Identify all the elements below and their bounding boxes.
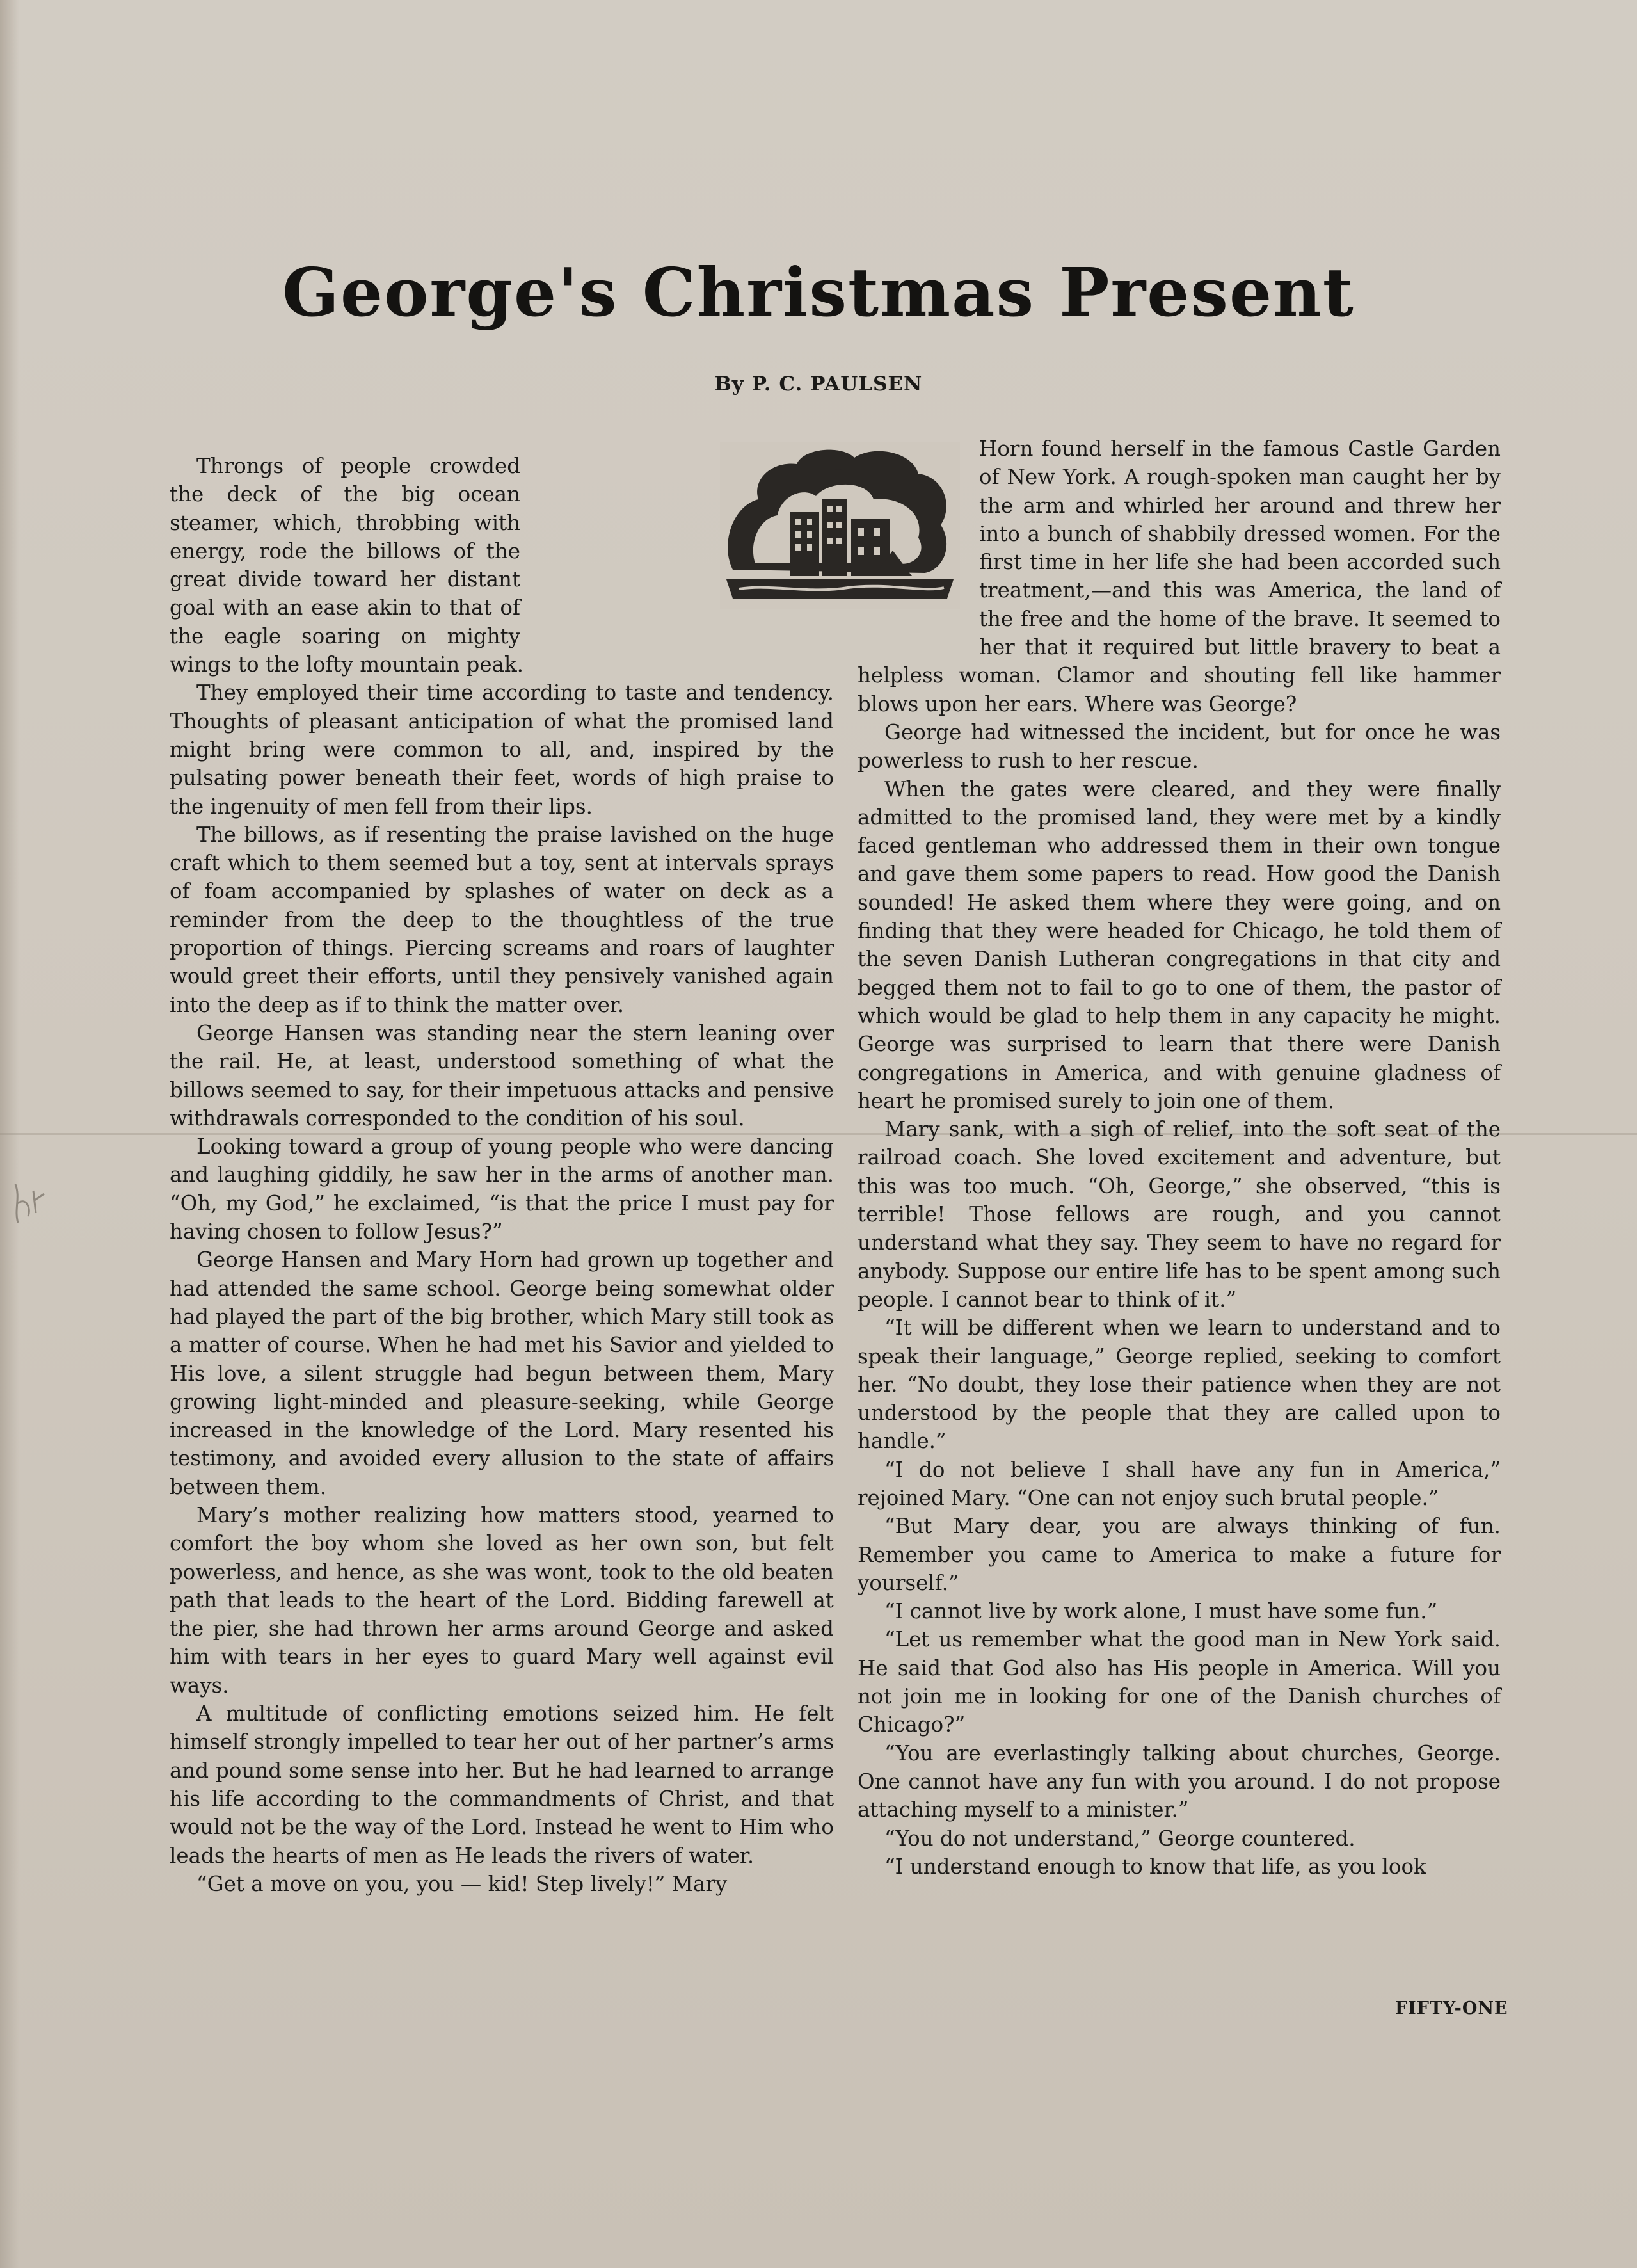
paragraph: “I cannot live by work alone, I must have some fun.” [884,1599,1438,1624]
paragraph: “You are everlastingly talking about churches, George. One cannot have any fun with you around. I do not propose attaching myself to a minister.” [858,1741,1501,1822]
paragraph: Mary’s mother realizing how matters stood, yearned to comfort the boy whom she loved as her own son, but felt powerless, and hence, as she was wont, took to the old beaten path that leads to the heart of the Lord. Bidding farewell at the pier, she had thrown her arms around George and asked him with tears in her eyes to guard Mary well against evil ways. [170,1502,834,1698]
page-number: FIFTY-ONE [1395,1999,1508,2018]
left-text-column [170,452,834,1898]
paragraph: Horn found herself in the famous Castle Garden of New York. A rough-spoken man caught her by the arm and whirled her around and threw her into a bunch of shabbily dressed women. For the first time in her life she had been accorded such treatment,—and this was America, the land of the free and the home of the brave. It seemed to her that it required but little bravery to beat a helpless woman. Clamor and shouting fell like hammer blows upon her ears. Where was George? [858,437,1501,716]
paragraph: Mary sank, with a sigh of relief, into the soft seat of the railroad coach. She loved excitement and adventure, but this was too much. “Oh, George,” she observed, “this is terrible! Those fellows are rough, and you cannot understand what they say. They seem to have no regard for anybody. Suppose our entire life has to be spent among such people. I cannot bear to think of it.” [858,1117,1501,1312]
pencil-margin-mark-icon [9,1178,47,1229]
article-byline: By P. C. PAULSEN [714,373,923,396]
paragraph: George Hansen was standing near the stern leaning over the rail. He, at least, understood something of what the billows seemed to say, for their impetuous attacks and pensive withdrawals corresponded to the condition of his soul. [170,1020,834,1130]
paragraph: “I do not believe I shall have any fun in America,” rejoined Mary. “One can not enjoy such brutal people.” [858,1457,1501,1510]
paragraph: “It will be different when we learn to understand and to speak their language,” George replied, seeking to comfort her. “No doubt, they lose their patience when they are not understood by the people that they are called upon to handle.” [858,1315,1501,1454]
illustration-wrap-space [858,435,979,639]
paragraph: George had witnessed the incident, but for once he was powerless to rush to her rescue. [858,720,1501,773]
paragraph: “But Mary dear, you are always thinking of fun. Remember you came to America to make a future for yourself.” [858,1514,1501,1595]
paragraph: “Let us remember what the good man in New York said. He said that God also has His people in America. Will you not join me in looking for one of the Danish churches of Chicago?” [858,1627,1501,1737]
paragraph: George Hansen and Mary Horn had grown up together and had attended the same school. George being somewhat older had played the part of the big brother, which Mary still took as a matter of course. When he had met his Savior and yielded to His love, a silent struggle had begun between them, Mary growing light-minded and pleasure-seeking, while George increased in the knowledge of the Lord. Mary resented his testimony, and avoided every allusion to the state of affairs between them. [170,1248,834,1499]
illustration-wrap-space [520,452,834,644]
paragraph: “I understand enough to know that life, as you look [884,1854,1426,1879]
paragraph: A multitude of conflicting emotions seized him. He felt himself strongly impelled to tear her out of her partner’s arms and pound some sense into her. But he had learned to arrange his life according to the commandments of Christ, and that would not be the way of the Lord. Instead he went to Him who leads the hearts of men as He leads the rivers of water. [170,1701,834,1868]
paragraph: The billows, as if resenting the praise lavished on the huge craft which to them seemed but a toy, sent at intervals sprays of foam accompanied by splashes of water on deck as a reminder from the deep to the thoughtless of the true proportion of things. Piercing screams and roars of laughter would greet their efforts, until they pensively vanished again into the deep as if to think the matter over. [170,822,834,1017]
paragraph: They employed their time according to taste and tendency. Thoughts of pleasant anticipation of what the promised land might bring were common to all, and, inspired by the pulsating power beneath their feet, words of high praise to the ingenuity of men fell from their lips. [170,680,834,819]
paragraph: Looking toward a group of young people who were dancing and laughing giddily, he saw her in the arms of another man. “Oh, my God,” he exclaimed, “is that the price I must pay for having chosen to follow Jesus?” [170,1134,834,1244]
paragraph: When the gates were cleared, and they were finally admitted to the promised land, they were met by a kindly faced gentleman who addressed them in their own tongue and gave them some papers to read. How good the Danish sounded! He asked them where they were going, and on finding that they were headed for Chicago, he told them of the seven Danish Lutheran congregations in that city and begged them not to fail to go to one of them, the pastor of which would be glad to help them in any capacity he might. George was surprised to learn that there were Danish congregations in America, and with genuine gladness of heart he promised surely to join one of them. [858,776,1501,1113]
paragraph: “Get a move on you, you — kid! Step lively!” Mary [196,1871,728,1896]
paragraph: Throngs of people crowded the deck of the big ocean steamer, which, throbbing with energy, rode the billows of the great divide toward her distant goal with an ease akin to that of the eagle soaring on mighty wings to the lofty mountain peak. [170,454,523,677]
right-text-column [858,435,1501,1881]
paragraph: “You do not understand,” George countered. [884,1826,1355,1851]
article-title: George's Christmas Present [282,253,1355,332]
